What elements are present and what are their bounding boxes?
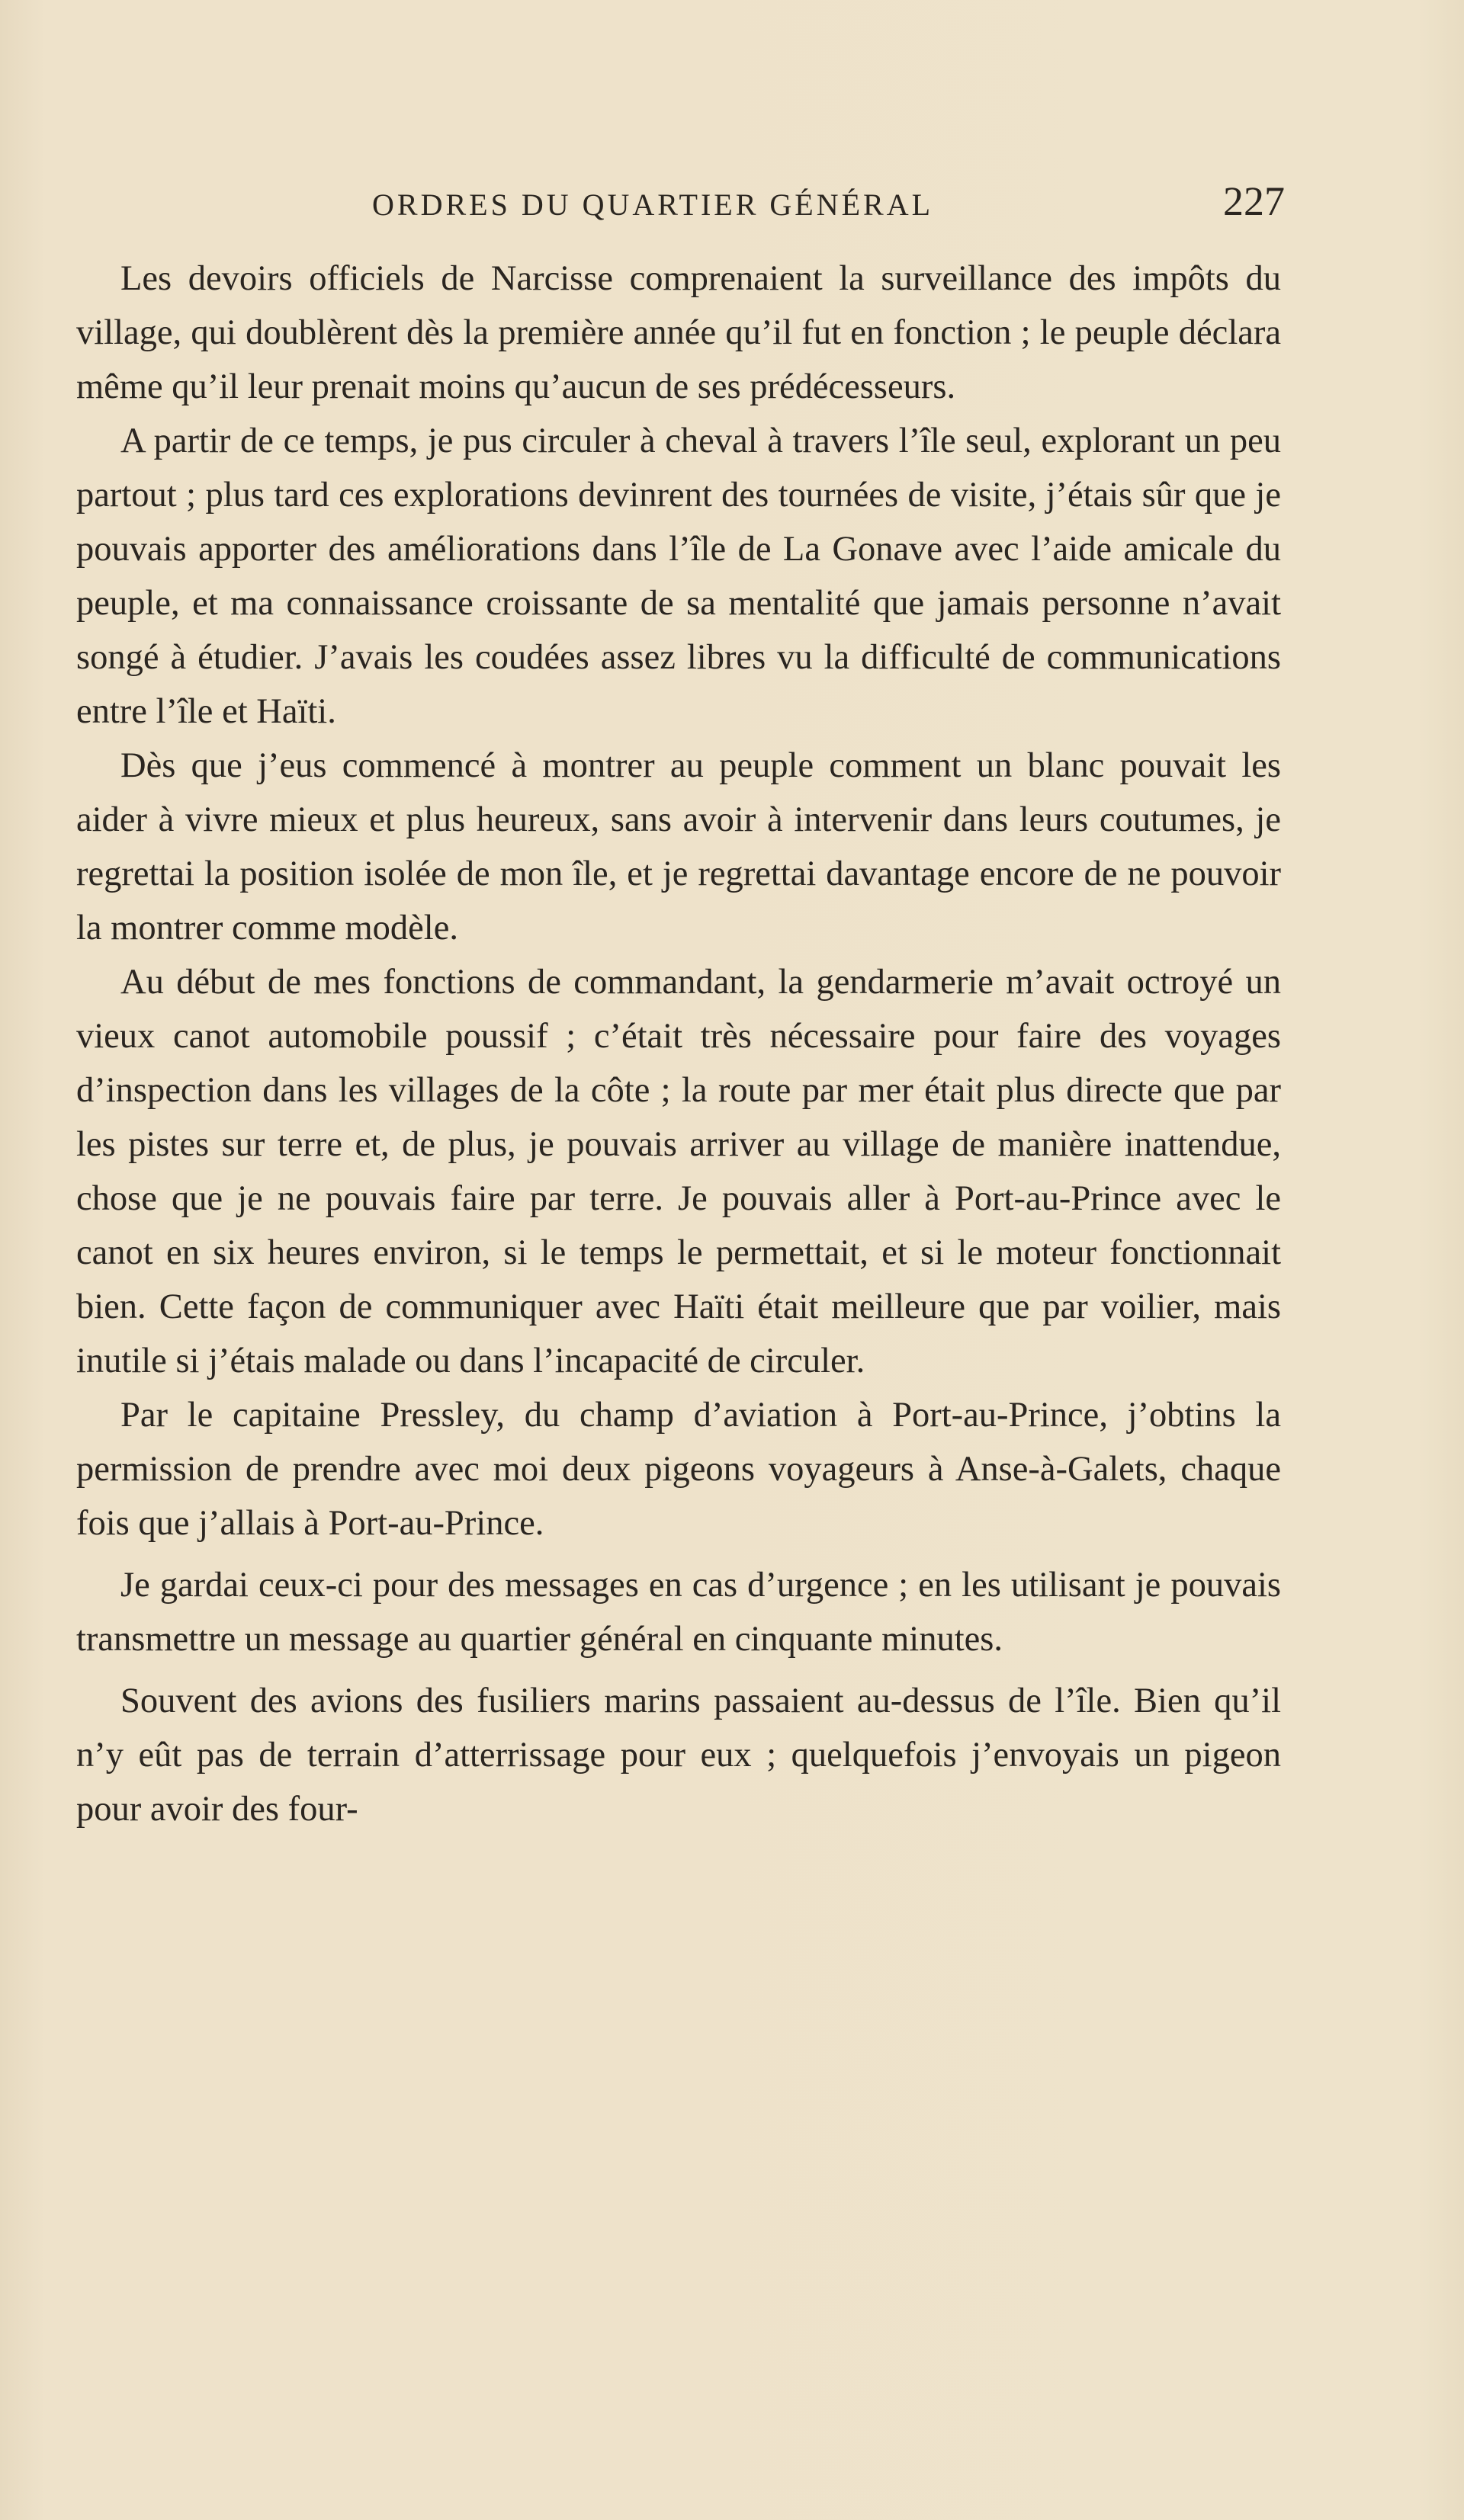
paragraph: Je gardai ceux-ci pour des messages en cas d’urgence ; en les utilisant je pouvais transmettre un message au quartier général en cinquante minutes. <box>76 1566 1281 1659</box>
paragraph: Souvent des avions des fusiliers marins passaient au-dessus de l’île. Bien qu’il n’y eût pas de terrain d’atterrissage pour eux ; quelquefois j’envoyais un pigeon pour avoir des four- <box>76 1682 1281 1829</box>
paragraph: Dès que j’eus commencé à montrer au peuple comment un blanc pouvait les aider à vivre mieux et plus heureux, sans avoir à intervenir dans leurs coutumes, je regrettai la position isolée de mon île, et je regrettai davantage encore de ne pouvoir la montrer comme modèle. <box>76 746 1281 947</box>
paragraph: A partir de ce temps, je pus circuler à cheval à travers l’île seul, explorant un peu partout ; plus tard ces explorations devinrent des tournées de visite, j’étais sûr que je pouvais apporter des améliorations dans l’île de La Gonave avec l’aide amicale du peuple, et ma connaissance croissante de sa mentalité que jamais personne n’avait songé à étudier. J’avais les coudées assez libres vu la difficulté de communications entre l’île et Haïti. <box>76 422 1281 731</box>
body-text <box>76 252 1281 1836</box>
running-title: ORDRES DU QUARTIER GÉNÉRAL <box>372 188 934 222</box>
paragraph: Au début de mes fonctions de commandant, la gendarmerie m’avait octroyé un vieux canot automobile poussif ; c’était très nécessaire pour faire des voyages d’inspection dans les villages de la côte ; la route par mer était plus directe que par les pistes sur terre et, de plus, je pouvais arriver au village de manière inattendue, chose que je ne pouvais faire par terre. Je pouvais aller à Port-au-Prince avec le canot en six heures environ, si le temps le permettait, et si le moteur fonctionnait bien. Cette façon de communiquer avec Haïti était meilleure que par voilier, mais inutile si j’étais malade ou dans l’incapacité de circuler. <box>76 963 1281 1380</box>
page-number: 227 <box>1223 178 1285 224</box>
page-header <box>76 178 1285 232</box>
paragraph: Par le capitaine Pressley, du champ d’aviation à Port-au-Prince, j’obtins la permission de prendre avec moi deux pigeons voyageurs à Anse-à-Galets, chaque fois que j’allais à Port-au-Prince. <box>76 1396 1281 1543</box>
paragraph: Les devoirs officiels de Narcisse comprenaient la surveillance des impôts du village, qui doublèrent dès la première année qu’il fut en fonction ; le peuple déclara même qu’il leur prenait moins qu’aucun de ses prédécesseurs. <box>76 259 1281 406</box>
